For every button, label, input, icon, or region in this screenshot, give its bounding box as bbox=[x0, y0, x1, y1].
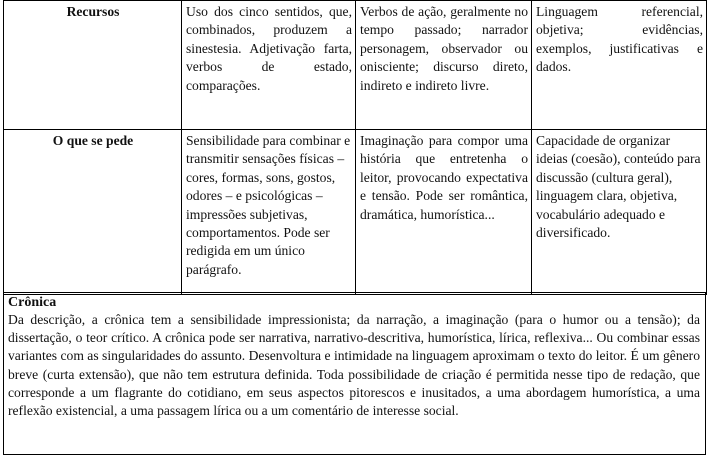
row-header-o-que-se-pede: O que se pede bbox=[4, 130, 182, 295]
cell-pede-descricao: Sensibilidade para combinar e transmitir sensações físicas – cores, formas, sons, gostos, odores – e psicológicas – impressões subjetivas, comportamentos. Pode ser redigida em um único parágrafo. bbox=[182, 130, 356, 295]
table-row-o-que-se-pede bbox=[4, 130, 707, 295]
row-header-recursos: Recursos bbox=[4, 1, 182, 130]
cell-recursos-narracao: Verbos de ação, geralmente no tempo passado; narrador personagem, observador ou onisciente; discurso direto, indireto e indireto livre. bbox=[356, 1, 532, 130]
cell-pede-dissertacao: Capacidade de organizar ideias (coesão), conteúdo para discussão (cultura geral), linguagem clara, objetiva, vocabulário adequado e diversificado. bbox=[532, 130, 707, 295]
cell-recursos-dissertacao: Linguagem referencial, objetiva; evidências, exemplos, justificativas e dados. bbox=[532, 1, 707, 130]
cell-recursos-descricao: Uso dos cinco sentidos, que, combinados, produzem a sinestesia. Adjetivação farta, verbos de estado, comparações. bbox=[182, 1, 356, 130]
comparison-table bbox=[3, 0, 707, 295]
cell-pede-narracao: Imaginação para compor uma história que entretenha o leitor, provocando expectativa e tensão. Pode ser romântica, dramática, humorística... bbox=[356, 130, 532, 295]
cronica-box bbox=[3, 292, 706, 455]
cronica-title: Crônica bbox=[8, 295, 57, 310]
cronica-text: Da descrição, a crônica tem a sensibilidade impressionista; da narração, a imaginação (para o humor ou a tensão); da dissertação, o teor crítico. A crônica pode ser narrativa, narrativo-descritiva, humorística, lírica, reflexiva... Ou combinar essas variantes com as singularidades do assunto. Desenvoltura e intimidade na linguagem aproximam o texto do leitor. É um gênero breve (curta extensão), que não tem estrutura definida. Toda possibilidade de criação é permitida nesse tipo de redação, que corresponde a um flagrante do cotidiano, em seus aspectos pitorescos e inusitados, a uma abordagem humorística, a uma reflexão existencial, a uma passagem lírica ou a um comentário de interesse social. bbox=[8, 312, 700, 419]
table-row-recursos bbox=[4, 1, 707, 130]
